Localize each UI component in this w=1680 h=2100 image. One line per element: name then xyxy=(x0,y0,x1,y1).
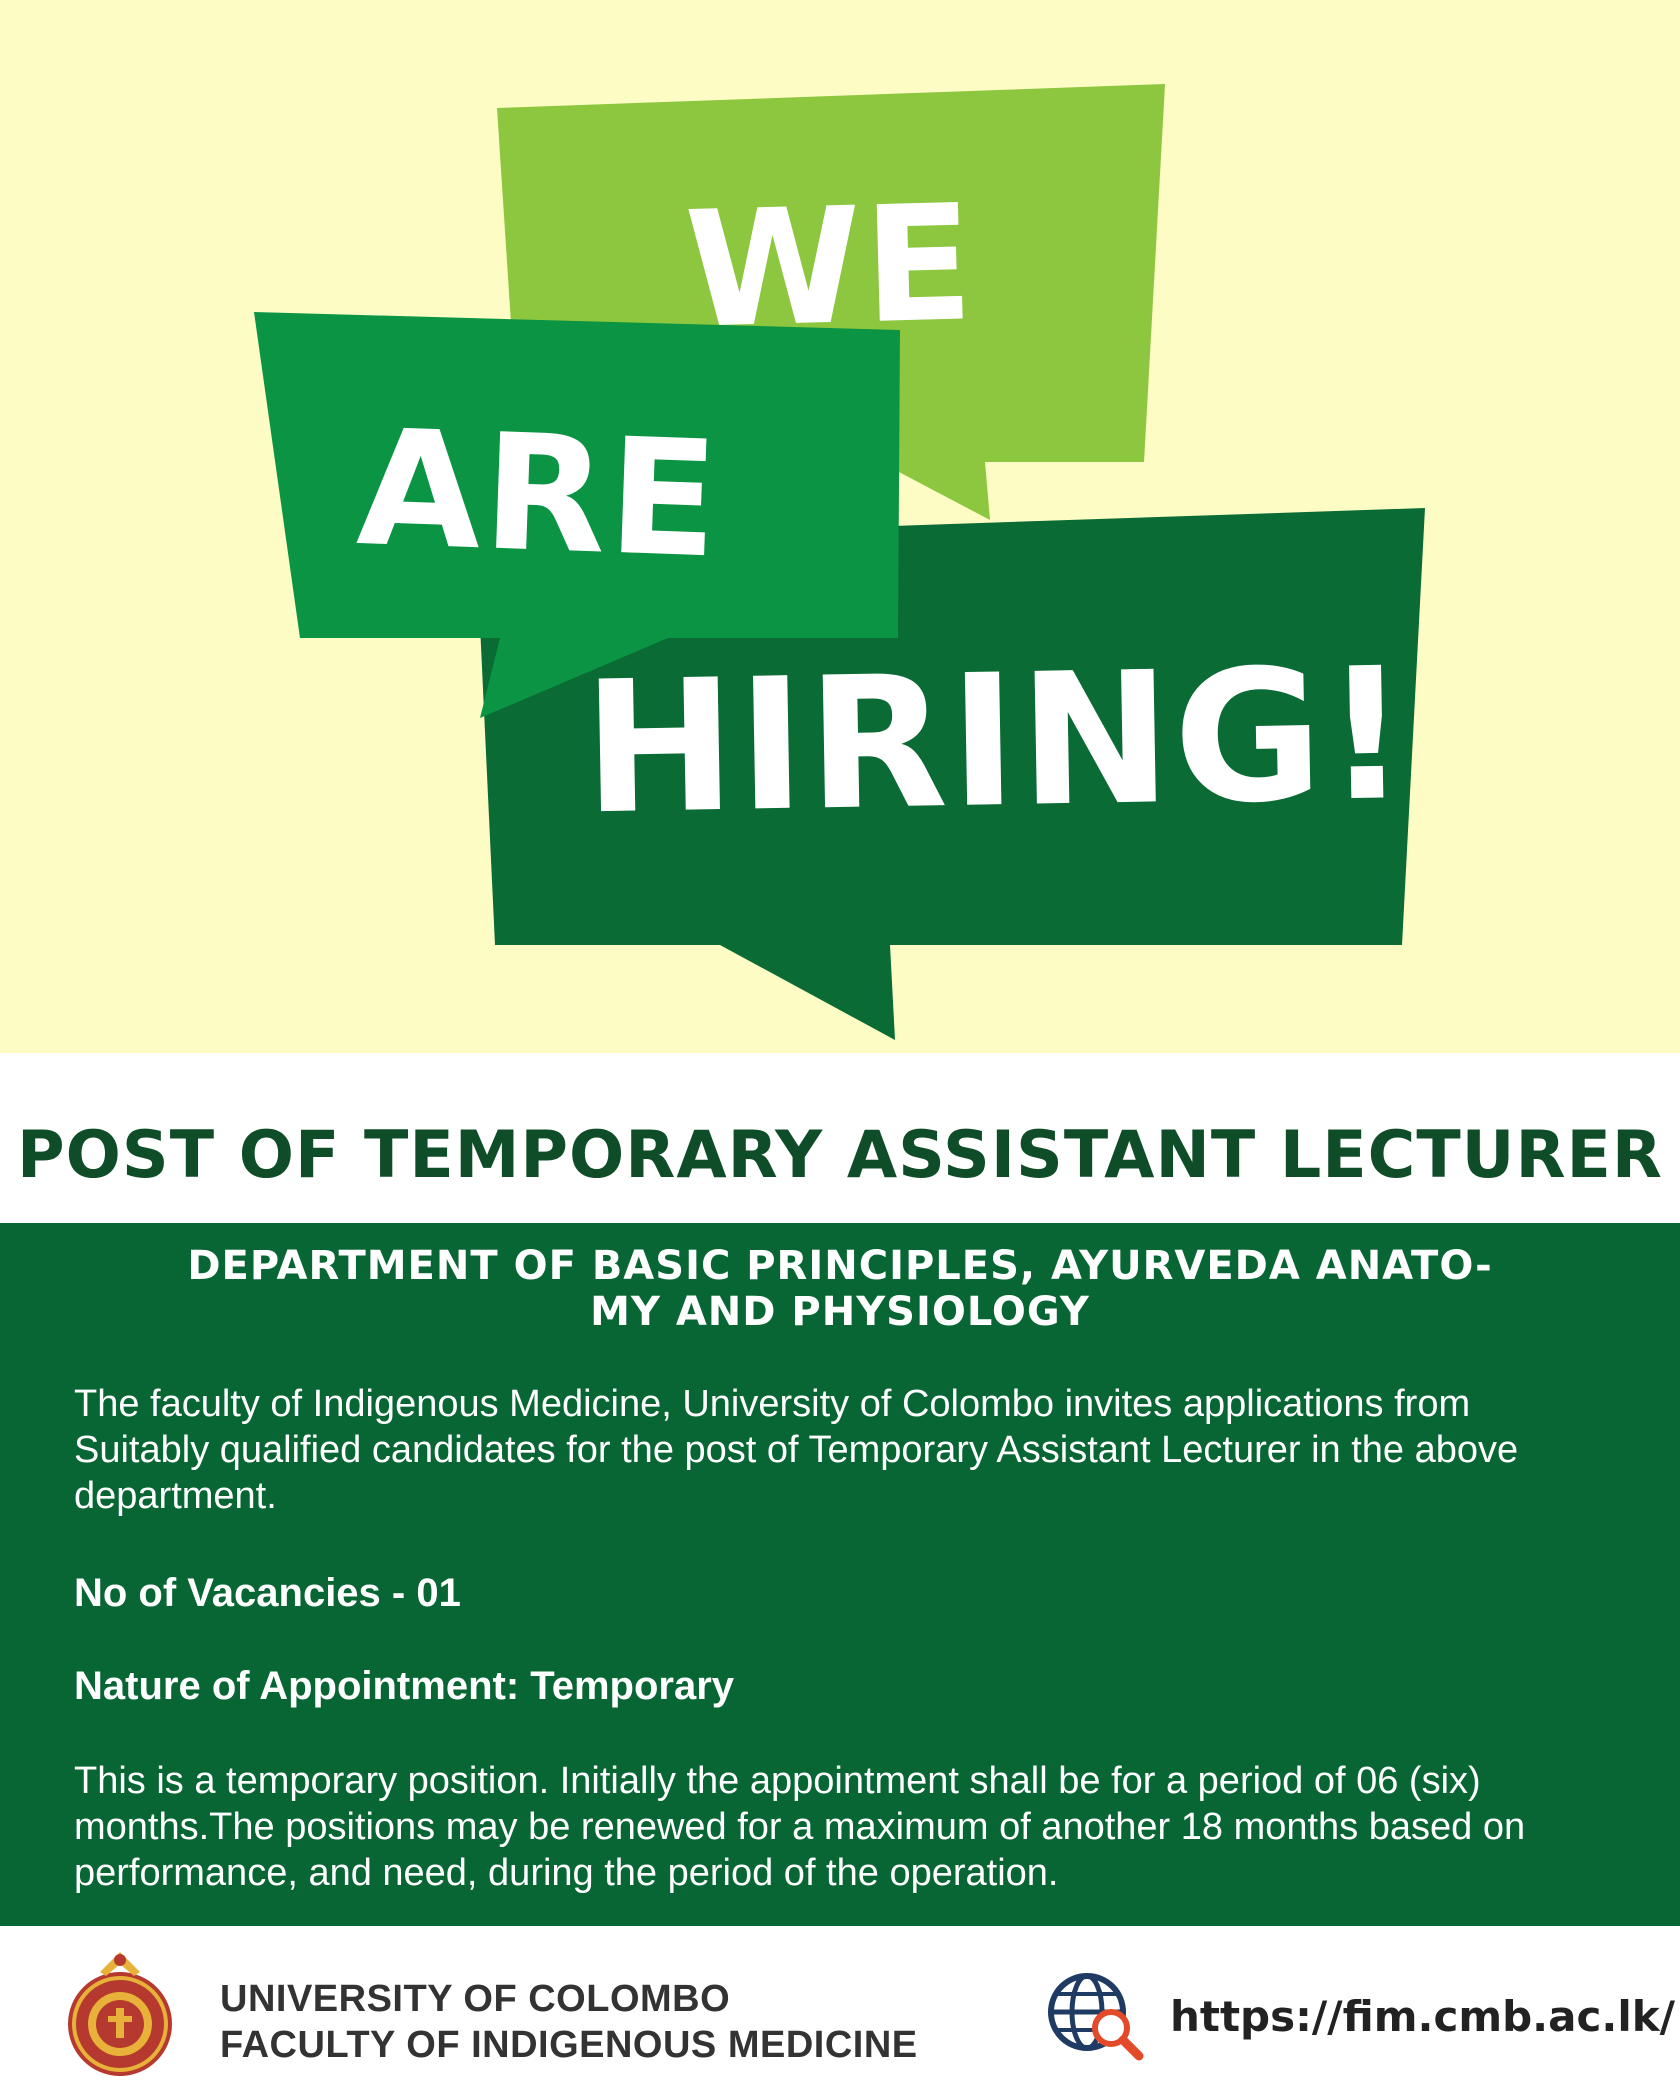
hero-word-hiring: HIRING! xyxy=(581,627,1412,855)
globe-search-icon xyxy=(1045,1964,1145,2064)
vacancies-line: No of Vacancies - 01 xyxy=(74,1571,461,1615)
details-paragraph: This is a temporary position. Initially the appointment shall be for a period of 06 (six) months.The positions may be renewed for a maximum of another 18 months based on performance, and need, during the period of the operation. xyxy=(74,1760,1526,1894)
footer xyxy=(0,1926,1680,2100)
university-name-block xyxy=(220,1976,918,2068)
hero-word-are: ARE xyxy=(354,393,723,594)
website-link[interactable]: https://fim.cmb.ac.lk/ xyxy=(1170,1992,1675,2041)
department-line-2: MY AND PHYSIOLOGY xyxy=(590,1289,1090,1335)
job-details-panel xyxy=(0,1223,1680,1926)
post-title: POST OF TEMPORARY ASSISTANT LECTURER xyxy=(17,1118,1663,1193)
university-name: UNIVERSITY OF COLOMBO xyxy=(220,1978,731,2020)
nature-line: Nature of Appointment: Temporary xyxy=(74,1664,735,1708)
faculty-name: FACULTY OF INDIGENOUS MEDICINE xyxy=(220,2024,918,2066)
department-line-1: DEPARTMENT OF BASIC PRINCIPLES, AYURVEDA ANATO- xyxy=(187,1243,1493,1289)
university-crest-icon xyxy=(64,1946,176,2081)
intro-paragraph: The faculty of Indigenous Medicine, University of Colombo invites applications from Suitably qualified candidates for the post of Temporary Assistant Lecturer in the above department. xyxy=(74,1383,1519,1517)
department-heading xyxy=(90,1243,1590,1335)
hero-word-we: WE xyxy=(682,169,978,364)
